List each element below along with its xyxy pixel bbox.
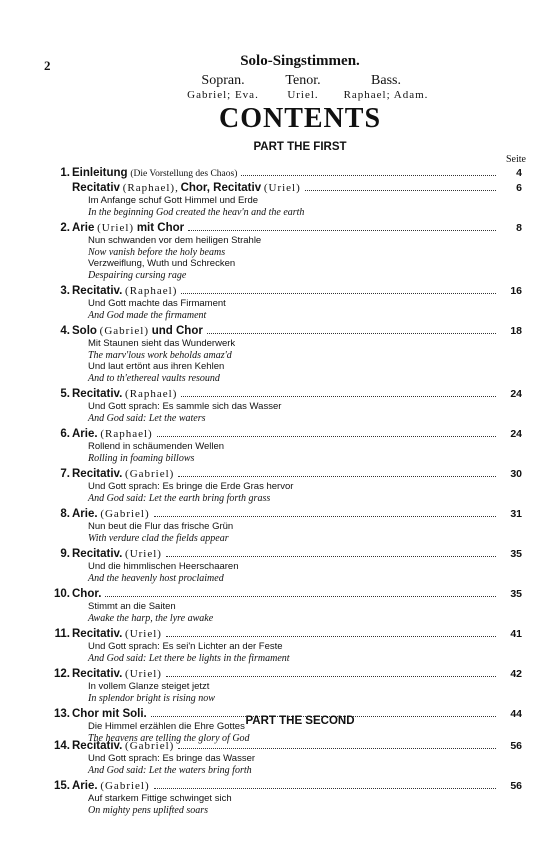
entry-page-number: 42 — [510, 668, 522, 680]
entry-number: 4. — [60, 325, 70, 337]
dot-leader — [178, 748, 496, 749]
entry-title: Arie. (Raphael) — [72, 428, 153, 440]
dot-leader — [207, 333, 496, 334]
toc-entry-line[interactable] — [48, 284, 522, 298]
toc-entry[interactable] — [48, 547, 522, 584]
english-incipit: In the beginning God created the heav'n and the earth — [88, 206, 305, 218]
toc-entry[interactable] — [48, 739, 522, 776]
entry-title: Arie (Uriel) mit Chor — [72, 222, 185, 234]
german-incipit: Die Himmel erzählen die Ehre Gottes — [88, 721, 245, 732]
voice-tenor — [268, 73, 338, 102]
part-first-heading: PART THE FIRST — [253, 141, 347, 153]
entry-number: 8. — [60, 508, 70, 520]
voice-roles: Uriel. — [287, 89, 319, 101]
entry-number: 9. — [60, 548, 70, 560]
dot-leader — [154, 788, 496, 789]
german-incipit: Und laut ertönt aus ihren Kehlen — [88, 361, 225, 372]
german-incipit: Und Gott sprach: Es sei'n Lichter an der Feste — [88, 641, 283, 652]
toc-entry-line[interactable] — [48, 507, 522, 521]
entry-number: 2. — [60, 222, 70, 234]
entry-page-number: 4 — [516, 167, 522, 179]
entry-number: 7. — [60, 468, 70, 480]
english-incipit: And the heavenly host proclaimed — [88, 572, 224, 584]
entry-number: 3. — [60, 285, 70, 297]
toc-entry[interactable] — [48, 284, 522, 321]
entry-page-number: 30 — [510, 468, 522, 480]
entry-number: 1. — [60, 167, 70, 179]
voice-soprano — [178, 73, 268, 102]
entry-title: Recitativ. (Uriel) — [72, 628, 162, 640]
german-incipit: Nun schwanden vor dem heiligen Strahle — [88, 235, 262, 246]
entry-title: Recitativ. (Uriel) — [72, 668, 162, 680]
voice-roles: Raphael; Adam. — [343, 89, 429, 101]
toc-entry-line[interactable] — [48, 166, 522, 181]
voice-name: Bass. — [371, 73, 401, 88]
dot-leader — [166, 636, 496, 637]
entry-page-number: 6 — [516, 182, 522, 194]
toc-entry[interactable] — [48, 507, 522, 544]
german-incipit: Und Gott sprach: Es bringe die Erde Gras hervor — [88, 481, 294, 492]
toc-entry-line[interactable] — [48, 779, 522, 793]
toc-entry-line[interactable] — [48, 427, 522, 441]
dot-leader — [154, 516, 496, 517]
solo-voices-title: Solo-Singstimmen. — [240, 53, 360, 69]
voice-name: Tenor. — [285, 73, 321, 88]
toc-entry-line[interactable] — [48, 667, 522, 681]
german-incipit: Auf starkem Fittige schwinget sich — [88, 793, 232, 804]
dot-leader — [105, 596, 496, 597]
toc-entry[interactable] — [48, 166, 522, 218]
page-column-label: Seite — [506, 154, 526, 165]
entry-title: Recitativ. (Gabriel) — [72, 740, 175, 752]
entry-number: 11. — [54, 628, 70, 640]
german-incipit: In vollem Glanze steiget jetzt — [88, 681, 210, 692]
entry-page-number: 18 — [510, 325, 522, 337]
entry-title: Recitativ. (Raphael) — [72, 285, 178, 297]
toc-entry-line[interactable] — [48, 739, 522, 753]
english-incipit: With verdure clad the fields appear — [88, 532, 229, 544]
entry-title: Chor mit Soli. — [72, 708, 147, 720]
entry-page-number: 56 — [510, 780, 522, 792]
dot-leader — [157, 436, 496, 437]
entry-page-number: 31 — [510, 508, 522, 520]
dot-leader — [181, 396, 496, 397]
toc-part-first — [48, 166, 522, 747]
entry-page-number: 56 — [510, 740, 522, 752]
english-incipit: The marv'lous work beholds amaz'd — [88, 349, 232, 361]
entry-number: 12. — [54, 668, 70, 680]
dot-leader — [241, 175, 496, 176]
entry-page-number: 35 — [510, 588, 522, 600]
english-incipit: Now vanish before the holy beams — [88, 246, 226, 258]
entry-page-number: 41 — [510, 628, 522, 640]
toc-entry-line[interactable] — [48, 387, 522, 401]
entry-title: Recitativ (Raphael), Chor, Recitativ (Uriel) — [72, 182, 301, 194]
german-incipit: Verzweiflung, Wuth und Schrecken — [88, 258, 236, 269]
entry-page-number: 44 — [510, 708, 522, 720]
entry-page-number: 8 — [516, 222, 522, 234]
german-incipit: Mit Staunen sieht das Wunderwerk — [88, 338, 236, 349]
entry-page-number: 35 — [510, 548, 522, 560]
page-number: 2 — [44, 58, 51, 73]
entry-page-number: 24 — [510, 388, 522, 400]
dot-leader — [178, 476, 496, 477]
dot-leader — [305, 190, 496, 191]
german-incipit: Im Anfange schuf Gott Himmel und Erde — [88, 195, 259, 206]
contents-heading: CONTENTS — [218, 103, 382, 134]
entry-title: Arie. (Gabriel) — [72, 780, 150, 792]
toc-entry-line[interactable] — [48, 221, 522, 235]
voice-name: Sopran. — [201, 73, 245, 88]
entry-page-number: 16 — [510, 285, 522, 297]
english-incipit: Awake the harp, the lyre awake — [88, 612, 214, 624]
toc-entry[interactable] — [48, 427, 522, 464]
voice-bass — [336, 73, 436, 102]
entry-title: Recitativ. (Gabriel) — [72, 468, 175, 480]
toc-entry[interactable] — [48, 221, 522, 281]
english-incipit: On mighty pens uplifted soars — [88, 804, 208, 816]
german-incipit: Und die himmlischen Heerschaaren — [88, 561, 239, 572]
entry-number: 6. — [60, 428, 70, 440]
toc-entry[interactable] — [48, 587, 522, 624]
german-incipit: Stimmt an die Saiten — [88, 601, 176, 612]
toc-entry-line[interactable] — [48, 627, 522, 641]
english-incipit: The heavens are telling the glory of God — [88, 732, 250, 744]
english-incipit: In splendor bright is rising now — [88, 692, 215, 704]
voice-roles: Gabriel; Eva. — [187, 89, 259, 101]
toc-part-second — [48, 739, 522, 819]
german-incipit: Und Gott sprach: Es sammle sich das Wasser — [88, 401, 282, 412]
german-incipit: Nun beut die Flur das frische Grün — [88, 521, 234, 532]
entry-title: Arie. (Gabriel) — [72, 508, 150, 520]
toc-entry-line[interactable] — [48, 587, 522, 601]
toc-entry-line[interactable] — [48, 181, 522, 195]
toc-entry[interactable] — [48, 779, 522, 816]
toc-entry[interactable] — [48, 627, 522, 664]
entry-page-number: 24 — [510, 428, 522, 440]
toc-entry-line[interactable] — [48, 467, 522, 481]
english-incipit: And to th'ethereal vaults resound — [88, 372, 220, 384]
entry-title: Einleitung (Die Vorstellung des Chaos) — [72, 167, 238, 179]
english-incipit: And God said: Let the earth bring forth grass — [88, 492, 271, 504]
dot-leader — [166, 556, 496, 557]
english-incipit: And God made the firmament — [88, 309, 207, 321]
german-incipit: Rollend in schäumenden Wellen — [88, 441, 225, 452]
entry-title: Solo (Gabriel) und Chor — [72, 325, 203, 337]
entry-title: Recitativ. (Raphael) — [72, 388, 178, 400]
english-incipit: Despairing cursing rage — [88, 269, 187, 281]
english-incipit: And God said: Let the waters bring forth — [88, 764, 252, 776]
dot-leader — [181, 293, 496, 294]
toc-entry[interactable] — [48, 387, 522, 424]
german-incipit: Und Gott machte das Firmament — [88, 298, 226, 309]
english-incipit: And God said: Let there be lights in the firmament — [88, 652, 290, 664]
toc-entry-line[interactable] — [48, 547, 522, 561]
entry-number: 5. — [60, 388, 70, 400]
entry-title: Recitativ. (Uriel) — [72, 548, 162, 560]
german-incipit: Und Gott sprach: Es bringe das Wasser — [88, 753, 256, 764]
dot-leader — [188, 230, 496, 231]
toc-entry-line[interactable] — [48, 324, 522, 338]
entry-number: 14. — [54, 740, 70, 752]
english-incipit: And God said: Let the waters — [88, 412, 206, 424]
entry-number: 10. — [54, 588, 70, 600]
toc-entry[interactable] — [48, 467, 522, 504]
english-incipit: Rolling in foaming billows — [88, 452, 195, 464]
entry-title: Chor. — [72, 588, 102, 600]
dot-leader — [166, 676, 496, 677]
toc-entry[interactable] — [48, 324, 522, 384]
entry-number: 13. — [54, 708, 70, 720]
part-second-heading: PART THE SECOND — [245, 715, 355, 727]
toc-entry[interactable] — [48, 667, 522, 704]
entry-number: 15. — [54, 780, 70, 792]
